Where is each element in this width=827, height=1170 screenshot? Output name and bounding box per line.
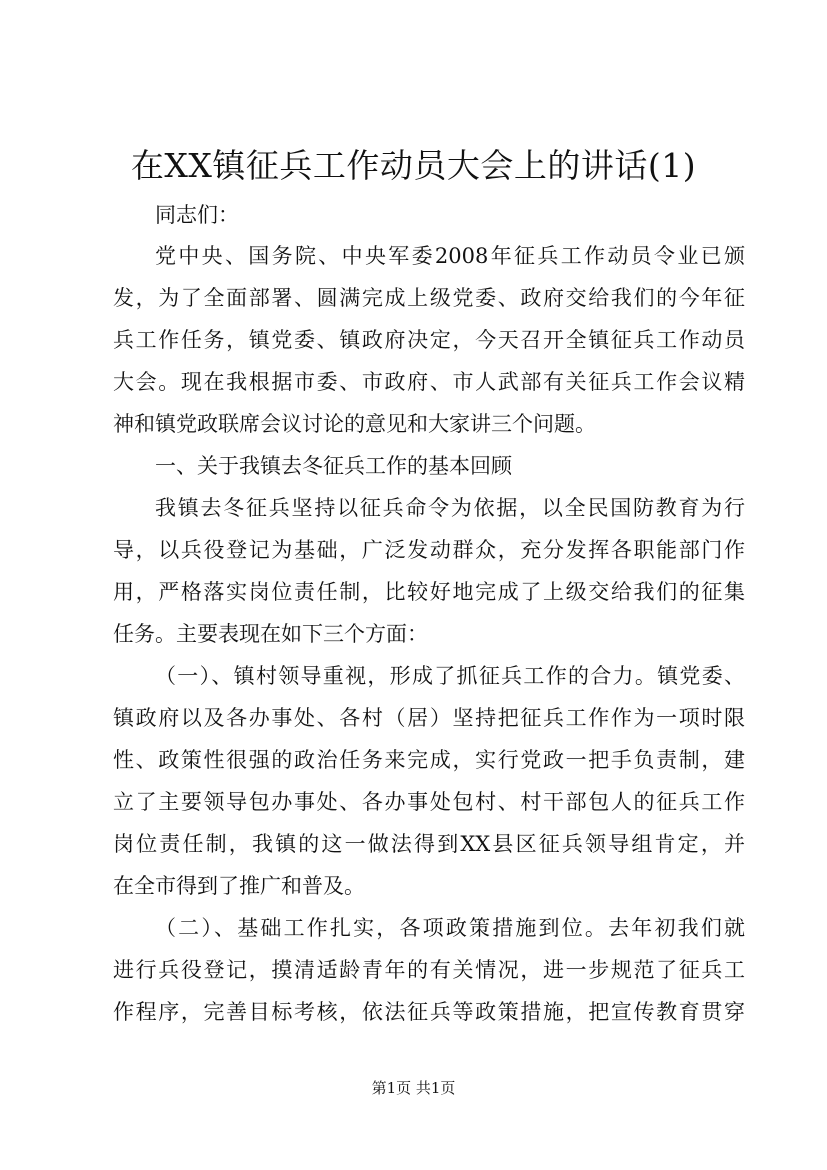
paragraph-line: （一）、镇村领导重视，形成了抓征兵工作的合力。镇党委、 xyxy=(155,664,745,688)
document-title: 在XX镇征兵工作动员大会上的讲话(1) xyxy=(130,146,697,185)
paragraph-line: 我镇去冬征兵坚持以征兵命令为依据，以全民国防教育为行 xyxy=(155,496,745,520)
paragraph-line: 发，为了全面部署、圆满完成上级党委、政府交给我们的今年征 xyxy=(113,286,745,310)
paragraph-line: 性、政策性很强的政治任务来完成，实行党政一把手负责制，建 xyxy=(113,748,745,772)
paragraph-line: 任务。主要表现在如下三个方面： xyxy=(113,622,428,646)
section-heading: 一、关于我镇去冬征兵工作的基本回顾 xyxy=(155,454,512,478)
paragraph-line: 神和镇党政联席会议讨论的意见和大家讲三个问题。 xyxy=(113,412,596,436)
paragraph-line: 岗位责任制，我镇的这一做法得到XX县区征兵领导组肯定，并 xyxy=(113,832,745,856)
paragraph-line: 在全市得到了推广和普及。 xyxy=(113,874,365,898)
paragraph-line: 大会。现在我根据市委、市政府、市人武部有关征兵工作会议精 xyxy=(113,370,745,394)
paragraph-line: 党中央、国务院、中央军委2008年征兵工作动员令业已颁 xyxy=(155,244,745,268)
paragraph-line: 用，严格落实岗位责任制，比较好地完成了上级交给我们的征集 xyxy=(113,580,745,604)
paragraph-line: 导，以兵役登记为基础，广泛发动群众，充分发挥各职能部门作 xyxy=(113,538,745,562)
page-footer: 第1页 共1页 xyxy=(371,1079,456,1097)
paragraph-line: （二）、基础工作扎实，各项政策措施到位。去年初我们就 xyxy=(155,916,745,940)
paragraph-line: 兵工作任务，镇党委、镇政府决定，今天召开全镇征兵工作动员 xyxy=(113,328,745,352)
paragraph-line: 进行兵役登记，摸清适龄青年的有关情况，进一步规范了征兵工 xyxy=(113,958,745,982)
paragraph-line: 作程序，完善目标考核，依法征兵等政策措施，把宣传教育贯穿 xyxy=(113,1000,745,1024)
paragraph-line: 立了主要领导包办事处、各办事处包村、村干部包人的征兵工作 xyxy=(113,790,745,814)
paragraph-line: 镇政府以及各办事处、各村（居）坚持把征兵工作作为一项时限 xyxy=(113,706,745,730)
salutation: 同志们： xyxy=(155,203,239,227)
